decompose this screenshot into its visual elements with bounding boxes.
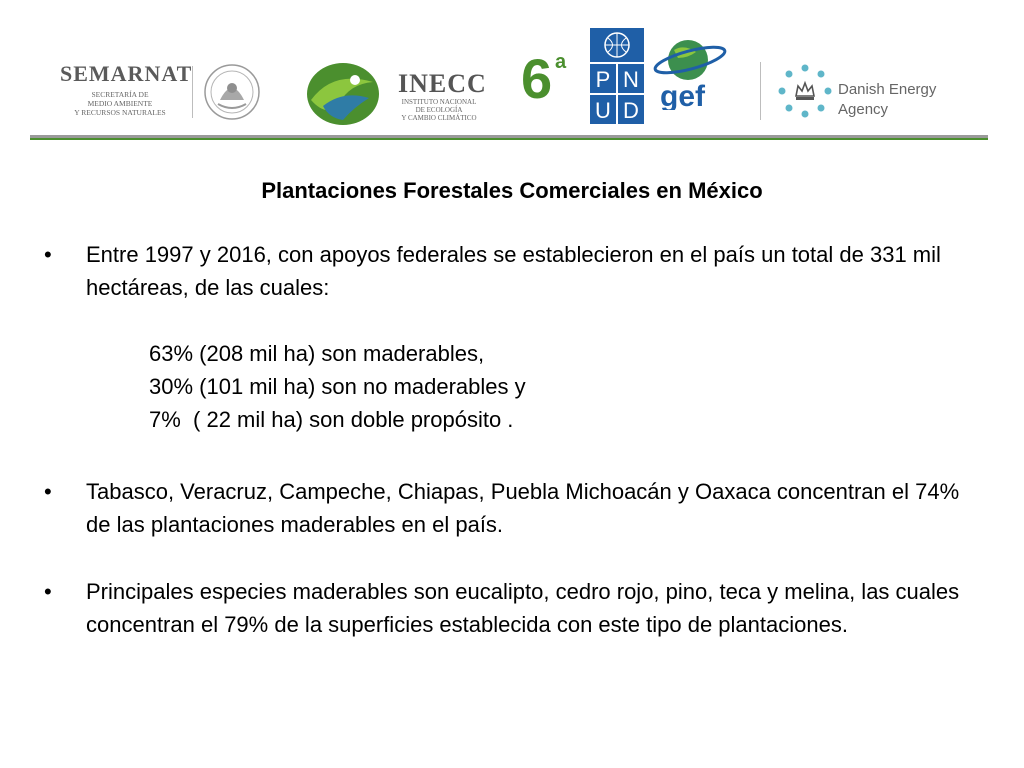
bullet-item	[44, 475, 984, 541]
mexico-seal-icon	[202, 62, 262, 122]
pnud-logo	[590, 28, 644, 124]
bullet-text: Principales especies maderables son eucalipto, cedro rojo, pino, teca y melina, las cuales concentran el 79% de la superficies establecida con este tipo de plantaciones.	[86, 579, 960, 637]
gef-wordmark: gef	[660, 80, 705, 110]
sixth-communication-logo	[519, 48, 579, 108]
breakdown-line: 30% (101 mil ha) son no maderables y	[149, 374, 526, 399]
bullet-item	[44, 238, 984, 304]
sixth-superscript: a	[555, 51, 567, 73]
danish-line-1: Danish Energy	[838, 81, 937, 98]
pnud-letter-p: P	[595, 67, 611, 92]
inecc-wordmark: INECC	[398, 69, 487, 98]
pnud-letter-d: D	[623, 98, 639, 123]
logo-divider	[192, 66, 193, 118]
breakdown-line: 7% ( 22 mil ha) son doble propósito .	[149, 407, 514, 432]
pnud-letter-u: U	[595, 98, 611, 123]
semarnat-wordmark: SEMARNAT	[60, 61, 193, 86]
bullet-icon: •	[44, 479, 52, 504]
bullet-item	[44, 575, 984, 641]
bullet-icon: •	[44, 579, 52, 604]
semarnat-logo	[60, 61, 193, 122]
inecc-logo	[398, 70, 488, 126]
pnud-letter-n: N	[623, 67, 639, 92]
breakdown-line: 63% (208 mil ha) son maderables,	[149, 341, 485, 366]
semarnat-subtitle: SECRETARÍA DE MEDIO AMBIENTE Y RECURSOS NATURALES	[74, 90, 166, 117]
bullet-text: Tabasco, Veracruz, Campeche, Chiapas, Puebla Michoacán y Oaxaca concentran el 74% de las plantaciones maderables en el país.	[86, 479, 960, 537]
logo-bar	[0, 0, 1024, 150]
slide-title: Plantaciones Forestales Comerciales en México	[261, 178, 763, 203]
gef-logo	[652, 36, 728, 110]
danish-energy-agency-logo	[838, 80, 948, 120]
danish-line-2: Agency	[838, 101, 889, 118]
header-rule-accent	[30, 138, 988, 140]
inecc-subtitle: INSTITUTO NACIONAL DE ECOLOGÍA Y CAMBIO CLIMÁTICO	[401, 98, 477, 122]
bullet-text: Entre 1997 y 2016, con apoyos federales se establecieron en el país un total de 331 mil hectáreas, de las cuales:	[86, 242, 941, 300]
logo-divider	[760, 62, 761, 120]
inecc-emblem-icon	[303, 60, 383, 128]
sixth-numeral: 6	[521, 48, 553, 108]
danish-crown-icon	[776, 62, 834, 120]
bullet-icon: •	[44, 242, 52, 267]
breakdown-list	[149, 337, 526, 436]
